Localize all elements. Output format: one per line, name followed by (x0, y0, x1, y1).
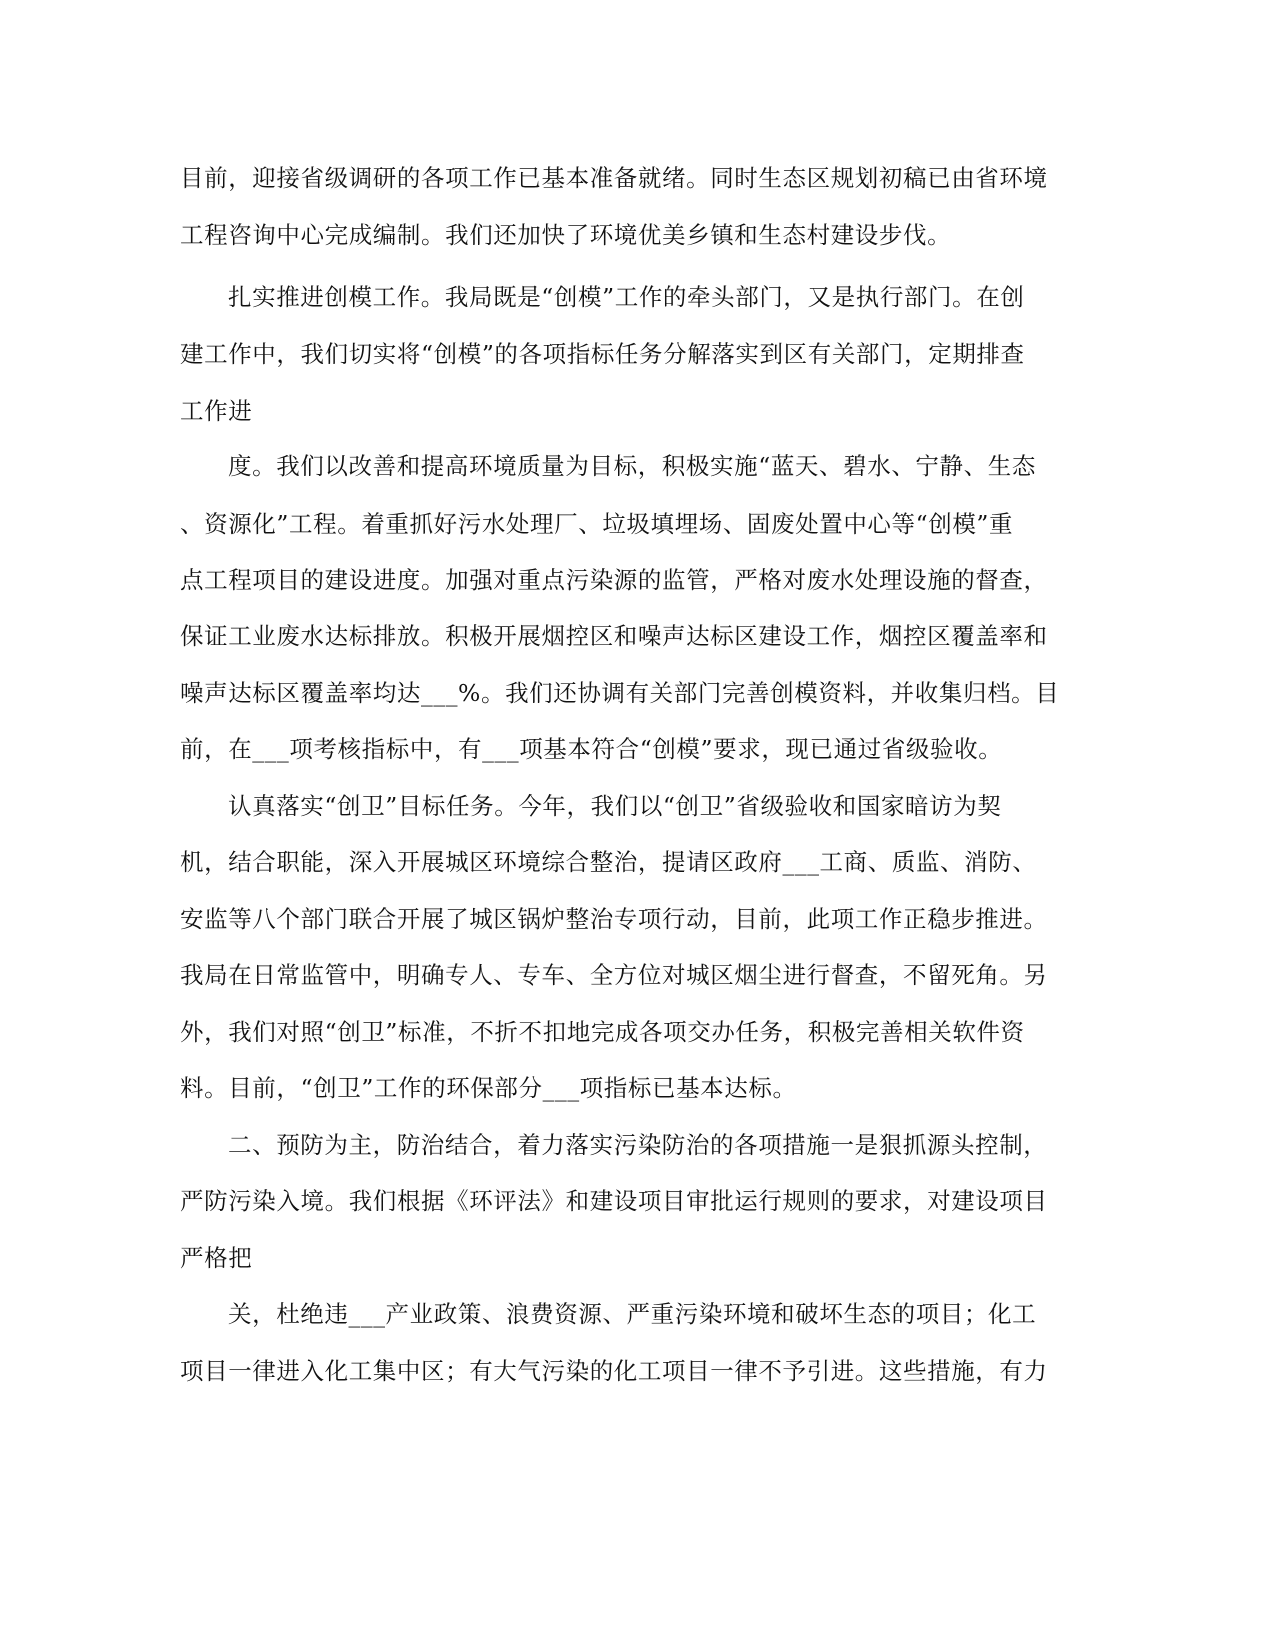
paragraph-start-line: 扎实推进创模工作。我局既是“创模”工作的牵头部门，又是执行部门。在创 (228, 283, 1025, 311)
text-line: 保证工业废水达标排放。积极开展烟控区和噪声达标区建设工作，烟控区覆盖率和 (180, 622, 1048, 650)
text-line: 料。目前，“创卫”工作的环保部分___项指标已基本达标。 (180, 1074, 797, 1102)
text-line: 安监等八个部门联合开展了城区锅炉整治专项行动，目前，此项工作正稳步推进。 (180, 905, 1048, 933)
text-line: 建工作中，我们切实将“创模”的各项指标任务分解落实到区有关部门，定期排查 (180, 340, 1025, 368)
text-line: 目前，迎接省级调研的各项工作已基本准备就绪。同时生态区规划初稿已由省环境 (180, 164, 1048, 192)
text-line: 工程咨询中心完成编制。我们还加快了环境优美乡镇和生态村建设步伐。 (180, 221, 952, 249)
text-line: 我局在日常监管中，明确专人、专车、全方位对城区烟尘进行督查，不留死角。另 (180, 961, 1048, 989)
text-line: 机，结合职能，深入开展城区环境综合整治，提请区政府___工商、质监、消防、 (180, 848, 1037, 876)
text-line: 、资源化”工程。着重抓好污水处理厂、垃圾填埋场、固废处置中心等“创模”重 (180, 510, 1014, 538)
paragraph-start-line: 度。我们以改善和提高环境质量为目标，积极实施“蓝天、碧水、宁静、生态 (228, 452, 1036, 480)
text-line: 点工程项目的建设进度。加强对重点污染源的监管，严格对废水处理设施的督查， (180, 566, 1048, 594)
text-line: 外，我们对照“创卫”标准，不折不扣地完成各项交办任务，积极完善相关软件资 (180, 1018, 1025, 1046)
text-line: 严防污染入境。我们根据《环评法》和建设项目审批运行规则的要求，对建设项目 (180, 1187, 1048, 1215)
paragraph-start-line: 二、预防为主，防治结合，着力落实污染防治的各项措施一是狠抓源头控制， (228, 1131, 1048, 1159)
paragraph-start-line: 关，杜绝违___产业政策、浪费资源、严重污染环境和破坏生态的项目；化工 (228, 1300, 1037, 1328)
paragraph-start-line: 认真落实“创卫”目标任务。今年，我们以“创卫”省级验收和国家暗访为契 (228, 792, 1002, 820)
text-line: 严格把 (180, 1244, 253, 1272)
text-line: 噪声达标区覆盖率均达___%。我们还协调有关部门完善创模资料，并收集归档。目 (180, 679, 1060, 707)
text-line: 工作进 (180, 397, 253, 425)
text-line: 项目一律进入化工集中区；有大气污染的化工项目一律不予引进。这些措施，有力 (180, 1357, 1048, 1385)
text-line: 前，在___项考核指标中，有___项基本符合“创模”要求，现已通过省级验收。 (180, 735, 1003, 763)
